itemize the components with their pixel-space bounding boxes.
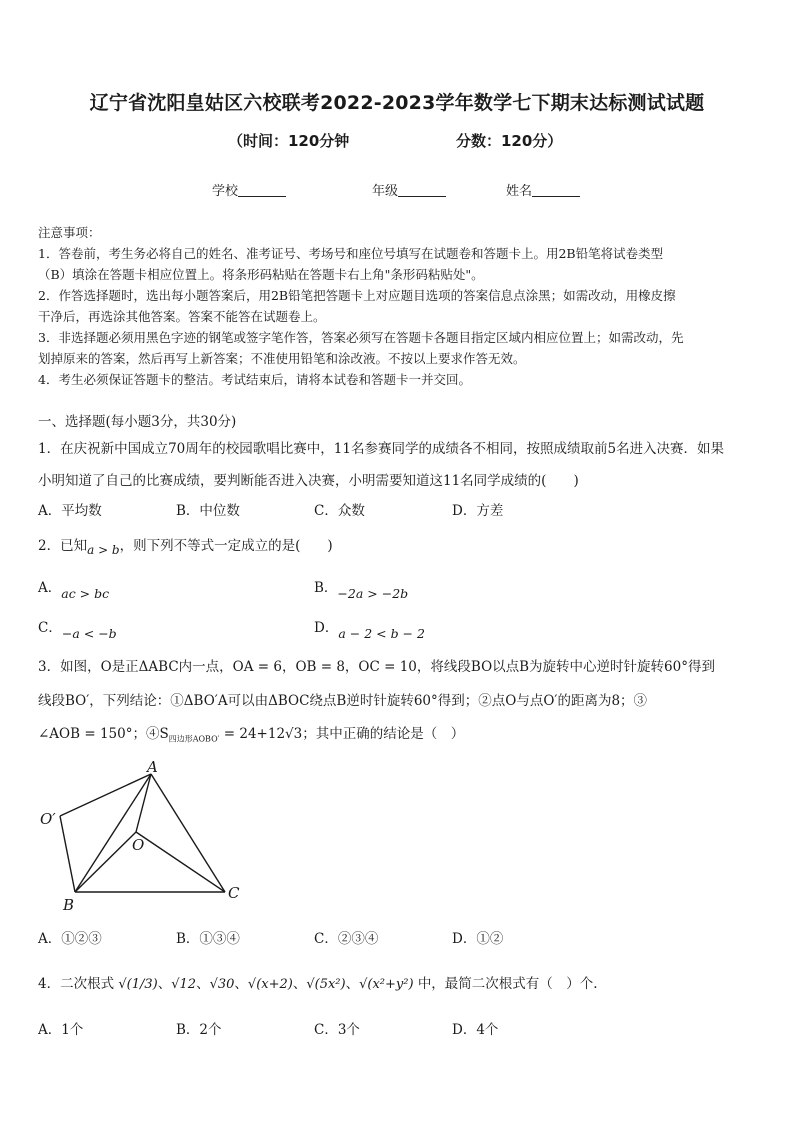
q2-option-d-math: a − 2 < b − 2 [338, 626, 425, 641]
segment-a-c [151, 774, 225, 892]
q2-option-a-label: A． [38, 580, 62, 596]
q3-option-c: C．②③④ [314, 931, 379, 947]
q4-option-d: D．4个 [452, 1022, 499, 1038]
name-blank [532, 184, 580, 197]
q2-option-c-label: C． [38, 620, 62, 636]
q3-line3-text: ∠AOB = 150°；④S [38, 726, 169, 742]
q4-option-a: A．1个 [38, 1022, 84, 1038]
q4-radical: √(x+2) [247, 977, 293, 992]
q2-option-c [38, 616, 117, 641]
q1-option-b: B．中位数 [176, 503, 240, 519]
page-title: 辽宁省沈阳皇姑区六校联考2022-2023学年数学七下期末达标测试试题 [89, 92, 705, 114]
q3-figure [30, 752, 260, 922]
q3-area-subscript: 四边形AOBO′ [168, 734, 220, 744]
q1-line1: 1．在庆祝新中国成立70周年的校园歌唱比赛中，11名参赛同学的成绩各不相同，按照成绩取前5名进入决赛．如果 [38, 441, 725, 457]
q1-option-a: A．平均数 [38, 503, 102, 519]
q1-option-c: C．众数 [314, 503, 365, 519]
point-label-a: A [147, 758, 158, 776]
point-label-c: C [228, 884, 240, 902]
q2-option-b-label: B． [314, 580, 338, 596]
q2-option-c-math: −a < −b [61, 626, 117, 641]
q4-option-b: B．2个 [176, 1022, 222, 1038]
school-label: 学校 [212, 184, 239, 199]
q3-line3 [38, 722, 464, 745]
q4-stem-text: 4．二次根式 [38, 976, 115, 992]
q3-option-b: B．①③④ [176, 931, 240, 947]
notes-line: 3．非选择题必须用黑色字迹的钢笔或签字笔作答，答案必须写在答题卡各题目指定区域内相应位置上；如需改动，先 [38, 330, 684, 345]
q3-line3-text2: = 24+12√3；其中正确的结论是（ ） [219, 726, 465, 742]
q2-stem-text: 2．已知 [38, 538, 88, 554]
q2-option-a-math: ac > bc [61, 586, 110, 601]
segment-a-o [136, 774, 151, 832]
grade-label: 年级 [372, 184, 399, 199]
q2-stem [38, 534, 333, 557]
school-field [212, 180, 286, 199]
q4-radical: √30 [209, 977, 235, 992]
point-label-b: B [63, 896, 75, 914]
q3-line1: 3．如图，O是正ΔABC内一点，OA = 6，OB = 8，OC = 10，将线段BO以点B为旋转中心逆时针旋转60°得到 [38, 659, 715, 675]
q2-stem-text2: ，则下列不等式一定成立的是( ) [119, 538, 333, 554]
q1-line2: 小明知道了自己的比赛成绩，要判断能否进入决赛，小明需要知道这11名同学成绩的( ) [38, 473, 579, 489]
q1-option-d: D．方差 [452, 503, 504, 519]
notes-line: （B）填涂在答题卡相应位置上。将条形码粘贴在答题卡右上角"条形码粘贴处"。 [38, 267, 484, 282]
name-field [506, 180, 580, 199]
point-label-o-prime: O′ [40, 810, 56, 828]
q3-option-d: D．①② [452, 931, 504, 947]
q2-option-d [314, 616, 425, 641]
grade-blank [398, 184, 446, 197]
segment-o-prime-b [60, 816, 75, 892]
point-label-o: O [132, 836, 145, 854]
section-heading: 一、选择题(每小题3分，共30分) [38, 414, 237, 430]
q4-radical: √(5x²) [306, 977, 346, 992]
notes-line: 4．考生必须保证答题卡的整洁。考试结束后，请将本试卷和答题卡一并交回。 [38, 372, 471, 387]
q4-option-c: C．3个 [314, 1022, 360, 1038]
notes-line: 1．答卷前，考生务必将自己的姓名、准考证号、考场号和座位号填写在试题卷和答题卡上。用2B铅笔将试卷类型 [38, 246, 664, 261]
q4-stem-text2: 中，最简二次根式有（ ）个. [417, 976, 598, 992]
q2-option-b [314, 576, 409, 601]
q4-radical: √12 [171, 977, 197, 992]
exam-time: （时间：120分钟 [228, 132, 350, 150]
q4-radical: √(1/3) [118, 977, 158, 992]
notes-block [38, 222, 758, 390]
name-label: 姓名 [506, 184, 533, 199]
q2-option-d-label: D． [314, 620, 339, 636]
q2-option-a [38, 576, 110, 601]
q4-stem: 4．二次根式 √(1/3)、√12、√30、√(x+2)、√(5x²)、√(x²+y²) 中，最简二次根式有（ ）个. [38, 976, 598, 992]
q4-radical: √(x²+y²) [359, 977, 414, 992]
notes-heading: 注意事项： [38, 225, 101, 240]
exam-score: 分数：120分） [456, 132, 563, 150]
notes-line: 2．作答选择题时，选出每小题答案后，用2B铅笔把答题卡上对应题目选项的答案信息点涂黑；如需改动，用橡皮擦 [38, 288, 676, 303]
q2-option-b-math: −2a > −2b [337, 586, 409, 601]
q3-option-a: A．①②③ [38, 931, 102, 947]
notes-line: 干净后，再选涂其他答案。答案不能答在试题卷上。 [38, 309, 326, 324]
segment-b-o [75, 832, 136, 892]
school-blank [238, 184, 286, 197]
notes-line: 划掉原来的答案，然后再写上新答案；不准使用铅笔和涂改液。不按以上要求作答无效。 [38, 351, 526, 366]
q3-line2: 线段BO′，下列结论：①ΔBO′A可以由ΔBOC绕点B逆时针旋转60°得到；②点O与点O′的距离为8；③ [38, 693, 648, 709]
grade-field [372, 180, 446, 199]
segment-o-c [136, 832, 225, 892]
q2-stem-math: a > b [87, 543, 120, 557]
